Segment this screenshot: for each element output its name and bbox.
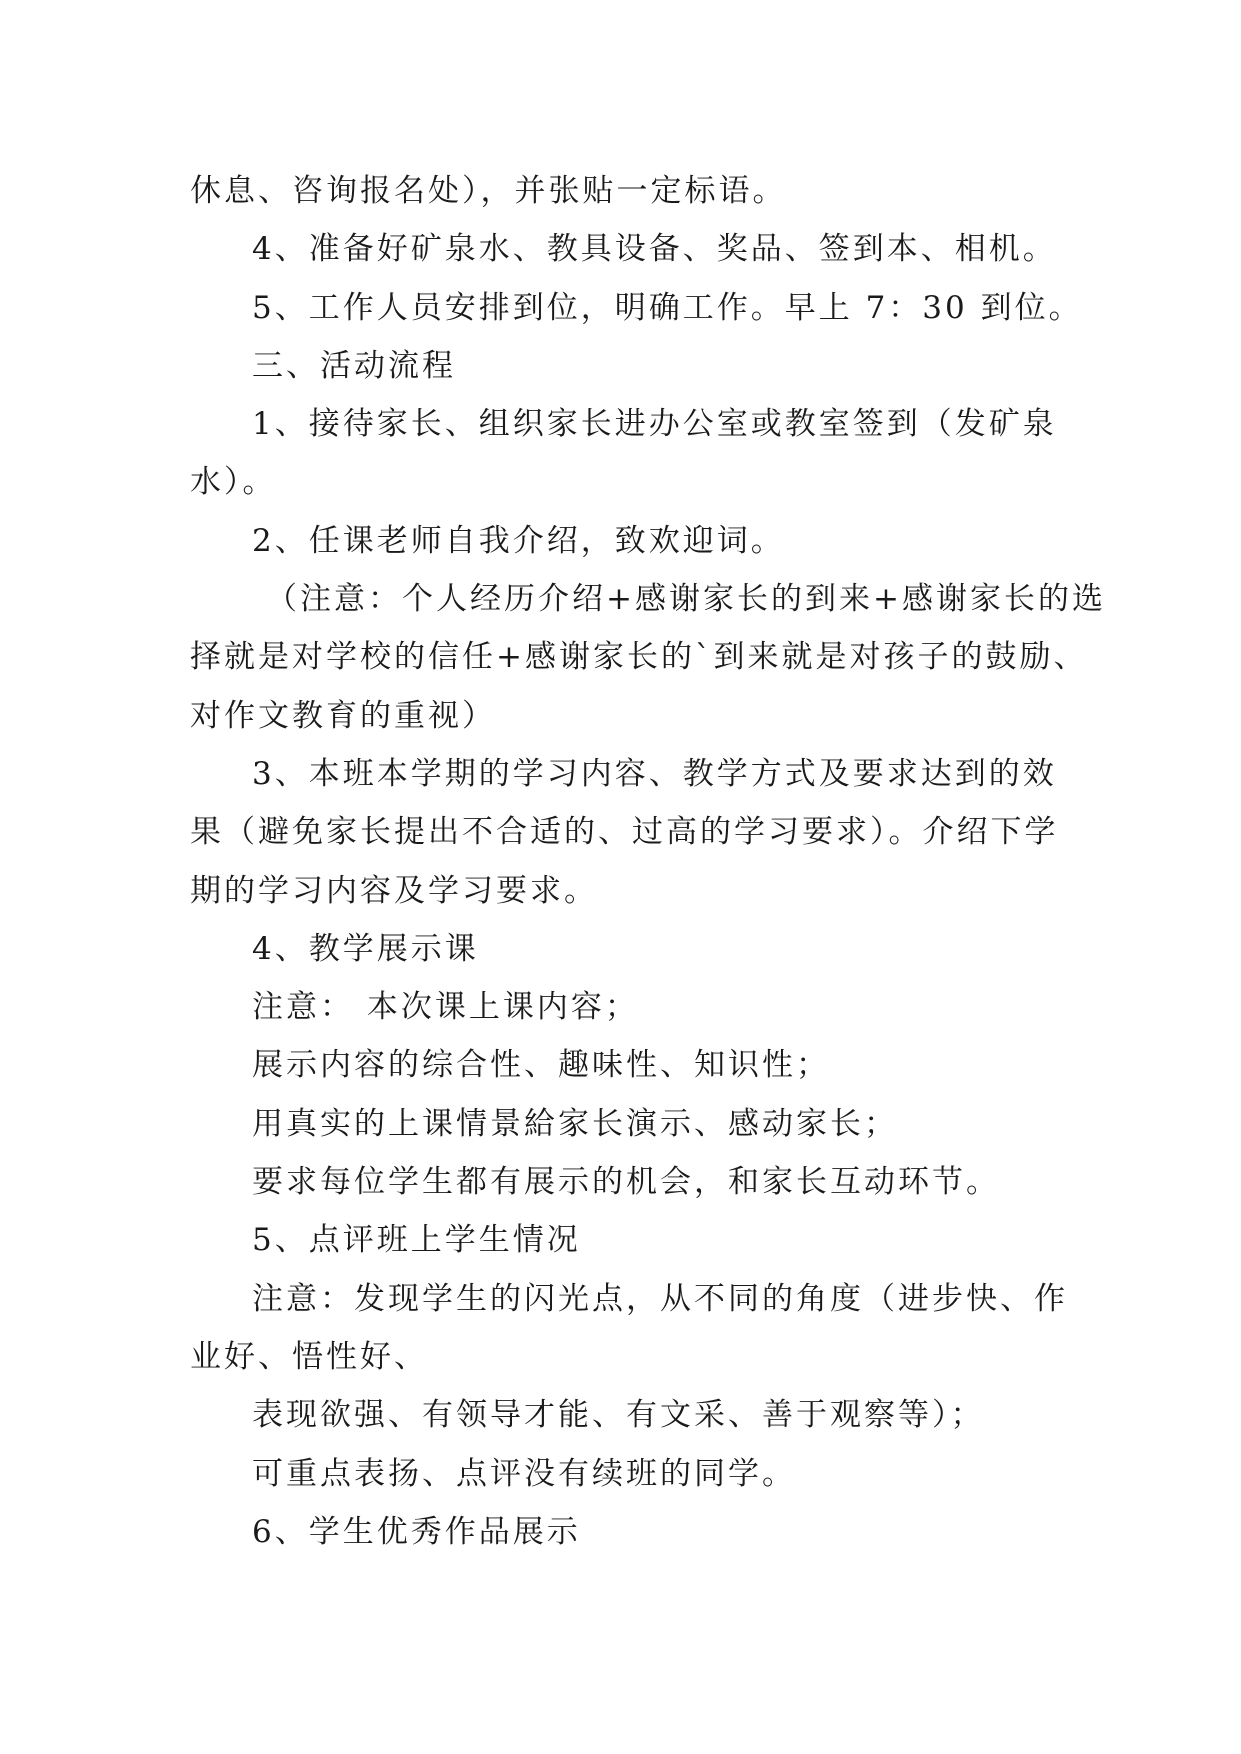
text-line: 4、教学展示课 [252, 930, 479, 967]
text-line: 注意： 本次课上课内容； [252, 989, 639, 1026]
text-line: 2、任课老师自我介绍，致欢迎词。 [252, 522, 785, 559]
text-line: 期的学习内容及学习要求。 [190, 872, 598, 909]
text-line: 展示内容的综合性、趣味性、知识性； [252, 1047, 830, 1084]
text-line: 4、准备好矿泉水、教具设备、奖品、签到本、相机。 [252, 231, 1057, 268]
text-line: 注意：发现学生的闪光点，从不同的角度（进步快、作 [252, 1280, 1068, 1317]
text-line: 可重点表扬、点评没有续班的同学。 [252, 1455, 796, 1492]
text-line: 5、点评班上学生情况 [252, 1222, 581, 1259]
text-line: 果（避免家长提出不合适的、过高的学习要求）。介绍下学 [190, 814, 1059, 851]
text-line: 用真实的上课情景給家长演示、感动家长； [252, 1105, 898, 1142]
section-heading: 三、活动流程 [252, 347, 456, 384]
text-line: 表现欲强、有领导才能、有文采、善于观察等）； [252, 1397, 985, 1434]
text-line: 择就是对学校的信任+感谢家长的`到来就是对孩子的鼓励、 [190, 639, 1088, 676]
text-line: 6、学生优秀作品展示 [252, 1513, 581, 1550]
text-line: （注意：个人经历介绍+感谢家长的到来+感谢家长的选 [266, 581, 1106, 618]
text-line: 对作文教育的重视） [190, 697, 496, 734]
text-line: 水）。 [190, 464, 277, 501]
text-line: 1、接待家长、组织家长进办公室或教室签到（发矿泉 [252, 406, 1057, 443]
text-line: 休息、咨询报名处），并张贴一定标语。 [190, 173, 787, 209]
text-line: 业好、悟性好、 [190, 1338, 428, 1375]
text-line: 5、工作人员安排到位，明确工作。早上 7：30 到位。 [252, 289, 1083, 326]
document-body [190, 162, 1106, 1561]
text-line: 3、本班本学期的学习内容、教学方式及要求达到的效 [252, 755, 1057, 792]
text-line: 要求每位学生都有展示的机会，和家长互动环节。 [252, 1164, 1000, 1201]
